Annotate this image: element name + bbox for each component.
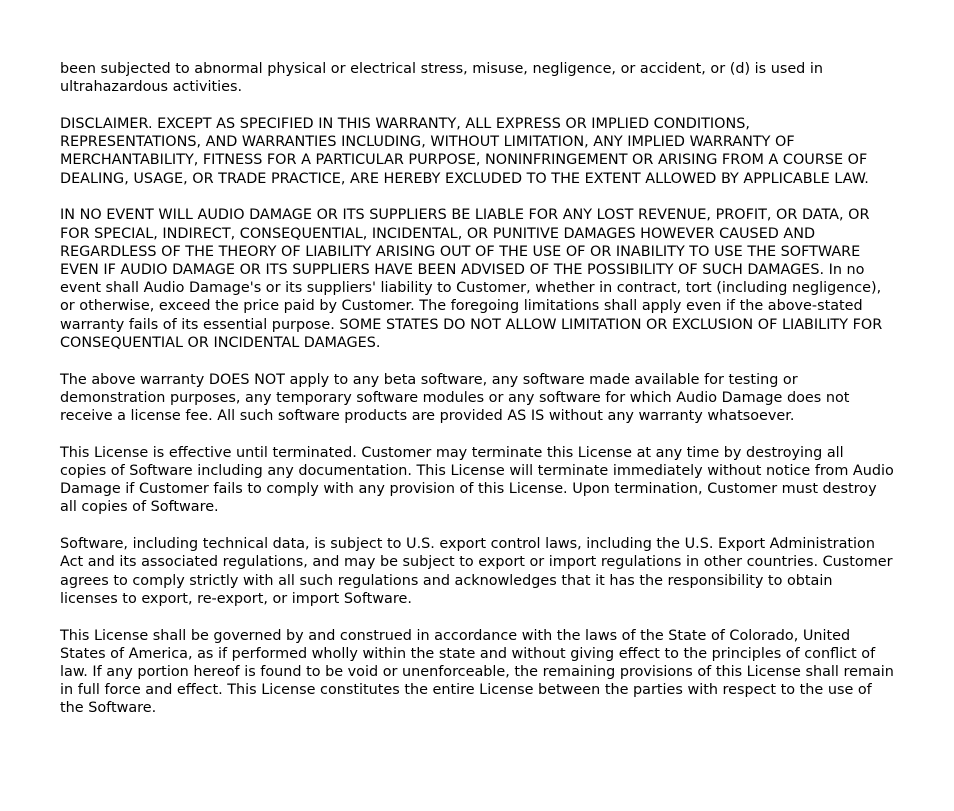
paragraph-disclaimer: DISCLAIMER. EXCEPT AS SPECIFIED IN THIS WARRANTY, ALL EXPRESS OR IMPLIED CONDITIONS, REPRESENTATIONS, AND WARRANTIES INCLUDING, WITHOUT LIMITATION, ANY IMPLIED WARRANTY OF MERCHANTABILITY, FITNESS FOR A PARTICULAR PURPOSE, NONINFRINGEMENT OR ARISING FROM A COURSE OF DEALING, USAGE, OR TRADE PRACTICE, ARE HEREBY EXCLUDED TO THE EXTENT ALLOWED BY APPLICABLE LAW. — [60, 116, 869, 187]
paragraph-termination: This License is effective until terminated. Customer may terminate this License at any time by destroying all copies of Software including any documentation. This License will terminate immediately without notice from Audio Damage if Customer fails to comply with any provision of this License. Upon termination, Customer must destroy all copies of Software. — [60, 444, 894, 516]
license-document — [60, 60, 894, 736]
paragraph-governing-law: This License shall be governed by and construed in accordance with the laws of the State of Colorado, United States of America, as if performed wholly within the state and without giving effect to the principles of conflict of law. If any portion hereof is found to be void or unenforceable, the remaining provisions of this License shall remain in full force and effect. This License constitutes the entire License between the parties with respect to the use of the Software. — [60, 627, 894, 717]
paragraph-warranty-exclusions: been subjected to abnormal physical or electrical stress, misuse, negligence, or accident, or (d) is used in ultrahazardous activities. — [60, 61, 824, 96]
paragraph-beta-software: The above warranty DOES NOT apply to any beta software, any software made available for testing or demonstration purposes, any temporary software modules or any software for which Audio Damage does not receive a license fee. All such software products are provided AS IS without any warranty whatsoever. — [60, 371, 850, 425]
paragraph-limitation-of-liability: IN NO EVENT WILL AUDIO DAMAGE OR ITS SUPPLIERS BE LIABLE FOR ANY LOST REVENUE, PROFIT, OR DATA, OR FOR SPECIAL, INDIRECT, CONSEQUENTIAL, INCIDENTAL, OR PUNITIVE DAMAGES HOWEVER CAUSED AND REGARDLESS OF THE THEORY OF LIABILITY ARISING OUT OF THE USE OF OR INABILITY TO USE THE SOFTWARE EVEN IF AUDIO DAMAGE OR ITS SUPPLIERS HAVE BEEN ADVISED OF THE POSSIBILITY OF SUCH DAMAGES. In no event shall Audio Damage's or its suppliers' liability to Customer, whether in contract, tort (including negligence), or otherwise, exceed the price paid by Customer. The foregoing limitations shall apply even if the above-stated warranty fails of its essential purpose. SOME STATES DO NOT ALLOW LIMITATION OR EXCLUSION OF LIABILITY FOR CONSEQUENTIAL OR INCIDENTAL DAMAGES. — [60, 207, 883, 351]
paragraph-export-control: Software, including technical data, is subject to U.S. export control laws, including the U.S. Export Administration Act and its associated regulations, and may be subject to export or import regulations in other countries. Customer agrees to comply strictly with all such regulations and acknowledges that it has the responsibility to obtain licenses to export, re-export, or import Software. — [60, 536, 893, 607]
